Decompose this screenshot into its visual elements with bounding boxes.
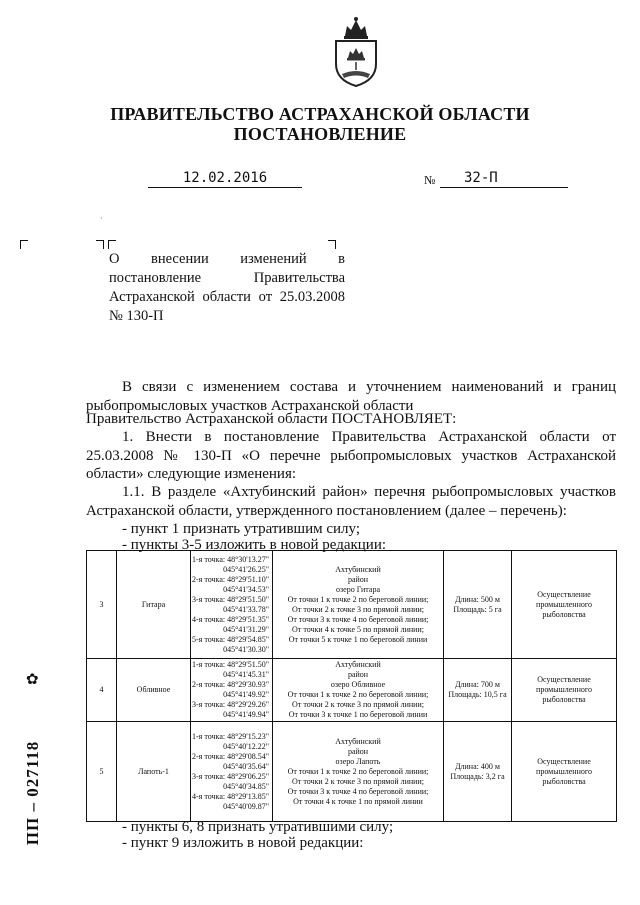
ornament-icon: ✿ [26, 672, 39, 688]
coordinate-line: 045°40'09.87" [223, 801, 269, 811]
table-row [87, 659, 617, 722]
row-number: 5 [99, 766, 104, 776]
description-line: Ахтубинский [335, 564, 381, 574]
coordinate-line: 045°41'49.94" [223, 710, 269, 719]
usage-line: Осуществление [537, 589, 591, 599]
description-line: От точки 1 к точке 2 по береговой линии; [287, 690, 429, 699]
coordinate-line: 045°41'31.29" [223, 624, 269, 634]
corner-mark [20, 240, 28, 249]
description-line: Ахтубинский [335, 736, 381, 746]
area-size: Площадь: 3,2 га [450, 771, 505, 781]
boundary-description-cell [273, 659, 444, 722]
description-line: От точки 5 к точке 1 по береговой линии [288, 634, 428, 644]
description-line: От точки 2 к точке 3 по прямой линии; [292, 700, 424, 709]
description-line: От точки 2 к точке 3 по прямой линии; [292, 604, 424, 614]
coat-of-arms-icon [331, 14, 381, 88]
clause-1-1: 1.1. В разделе «Ахтубинский район» перечня рыбопромысловых участков Астраханской области, утвержденного постановлением (далее – перечень): [86, 484, 616, 519]
size-cell [444, 551, 512, 659]
usage-line: промышленного [536, 599, 592, 609]
document-number: 32-П [440, 170, 568, 188]
coordinates-cell [191, 722, 273, 822]
usage-line: рыболовства [542, 776, 586, 786]
coordinate-line: 045°41'34.53" [223, 584, 269, 594]
coordinate-line: 045°40'34.85" [223, 781, 269, 791]
coordinate-line: 1-я точка: 48°30'13.27" [192, 554, 269, 564]
description-line: От точки 4 к точке 1 по прямой линии [293, 796, 423, 806]
size-cell [444, 659, 512, 722]
side-serial-number [21, 698, 45, 888]
government-title: ПРАВИТЕЛЬСТВО АСТРАХАНСКОЙ ОБЛАСТИ [110, 104, 530, 124]
usage-line: промышленного [536, 766, 592, 776]
description-line: От точки 4 к точке 5 по прямой линии; [292, 624, 424, 634]
row-number: 4 [99, 685, 104, 694]
usage-cell [512, 551, 617, 659]
clause-1: 1. Внести в постановление Правительства Астраханской области от 25.03.2008 № 130-П «О перечне рыбопромысловых участков Астраханской области» следующие изменения: [86, 429, 616, 482]
table-row [87, 551, 617, 659]
dot-mark: · [100, 214, 103, 223]
fishing-areas-table [86, 550, 617, 822]
coordinates-cell [191, 659, 273, 722]
boundary-description-cell [273, 722, 444, 822]
table-row [87, 722, 617, 822]
corner-mark [108, 240, 116, 249]
coordinate-line: 1-я точка: 48°29'15.23" [192, 731, 269, 741]
area-name-cell [117, 722, 191, 822]
usage-line: Осуществление [537, 756, 591, 766]
description-line: озеро Лапоть [335, 756, 381, 766]
coordinate-line: 2-я точка: 48°29'51.10" [192, 574, 269, 584]
usage-line: рыболовства [542, 609, 586, 619]
area-size: Площадь: 5 га [453, 604, 502, 614]
description-line: От точки 3 к точке 4 по береговой линии; [287, 614, 429, 624]
description-line: От точки 3 к точке 1 по береговой линии [288, 710, 428, 719]
coordinate-line: 2-я точка: 48°29'08.54" [192, 751, 269, 761]
usage-line: Осуществление [537, 675, 591, 684]
usage-cell [512, 722, 617, 822]
coordinate-line: 045°41'45.31" [223, 670, 269, 679]
description-line: Ахтубинский [335, 660, 381, 669]
document-subject: О внесении изменений в постановление Правительства Астраханской области от 25.03.2008 № 130-П [109, 251, 345, 324]
coordinate-line: 5-я точка: 48°29'54.85" [192, 634, 269, 644]
coordinate-line: 1-я точка: 48°29'51.50" [192, 660, 269, 669]
usage-line: рыболовства [542, 695, 586, 704]
coordinate-line: 045°40'35.64" [223, 761, 269, 771]
coordinate-line: 045°40'12.22" [223, 741, 269, 751]
coordinate-line: 3-я точка: 48°29'29.26" [192, 700, 269, 709]
corner-mark [328, 240, 336, 249]
document-type-title: ПОСТАНОВЛЕНИЕ [233, 124, 407, 144]
description-line: район [347, 746, 369, 756]
side-serial-text: ПП – 027118 [23, 740, 42, 846]
size-cell [444, 722, 512, 822]
usage-cell [512, 659, 617, 722]
description-line: От точки 1 к точке 2 по береговой линии; [287, 594, 429, 604]
coordinate-line: 045°41'49.92" [223, 690, 269, 699]
coordinate-line: 4-я точка: 48°29'13.85" [192, 791, 269, 801]
item-point-9: - пункт 9 изложить в новой редакции: [122, 835, 364, 851]
description-line: район [347, 574, 369, 584]
row-number: 3 [99, 599, 104, 609]
description-line: озеро Обливное [330, 680, 386, 689]
area-name: Обливное [136, 685, 171, 694]
row-number-cell [87, 659, 117, 722]
area-size: Площадь: 10,5 га [448, 690, 507, 699]
description-line: От точки 3 к точке 4 по береговой линии; [287, 786, 429, 796]
area-name: Гитара [141, 599, 166, 609]
area-length: Длина: 500 м [455, 594, 500, 604]
coordinate-line: 4-я точка: 48°29'51.35" [192, 614, 269, 624]
row-number-cell [87, 551, 117, 659]
coordinate-line: 3-я точка: 48°29'06.25" [192, 771, 269, 781]
item-points-3-5: - пункты 3-5 изложить в новой редакции: [122, 537, 387, 553]
area-length: Длина: 700 м [455, 680, 500, 689]
description-line: От точки 1 к точке 2 по береговой линии; [287, 766, 429, 776]
area-length: Длина: 400 м [455, 761, 500, 771]
row-number-cell [87, 722, 117, 822]
coordinate-line: 3-я точка: 48°29'51.50" [192, 594, 269, 604]
preamble-paragraph: В связи с изменением состава и уточнением наименований и границ рыбопромысловых участков Астраханской области [86, 379, 616, 414]
boundary-description-cell [273, 551, 444, 659]
item-point-1: - пункт 1 признать утратившим силу; [122, 521, 361, 537]
description-line: район [347, 670, 369, 679]
document-date: 12.02.2016 [148, 170, 302, 188]
number-label: № [424, 173, 436, 187]
coordinate-line: 045°41'30.30" [223, 644, 269, 654]
description-line: озеро Гитара [335, 584, 380, 594]
description-line: От точки 2 к точке 3 по прямой линии; [292, 776, 424, 786]
coordinate-line: 2-я точка: 48°29'30.93" [192, 680, 269, 689]
corner-mark [96, 240, 104, 249]
coordinate-line: 045°41'26.25" [223, 564, 269, 574]
usage-line: промышленного [536, 685, 592, 694]
area-name: Лапоть-1 [138, 766, 169, 776]
coordinate-line: 045°41'33.78" [223, 604, 269, 614]
coordinates-cell [191, 551, 273, 659]
item-points-6-8: - пункты 6, 8 признать утратившими силу; [122, 819, 394, 835]
area-name-cell [117, 551, 191, 659]
resolution-statement: Правительство Астраханской области ПОСТАНОВЛЯЕТ: [86, 411, 457, 427]
area-name-cell [117, 659, 191, 722]
